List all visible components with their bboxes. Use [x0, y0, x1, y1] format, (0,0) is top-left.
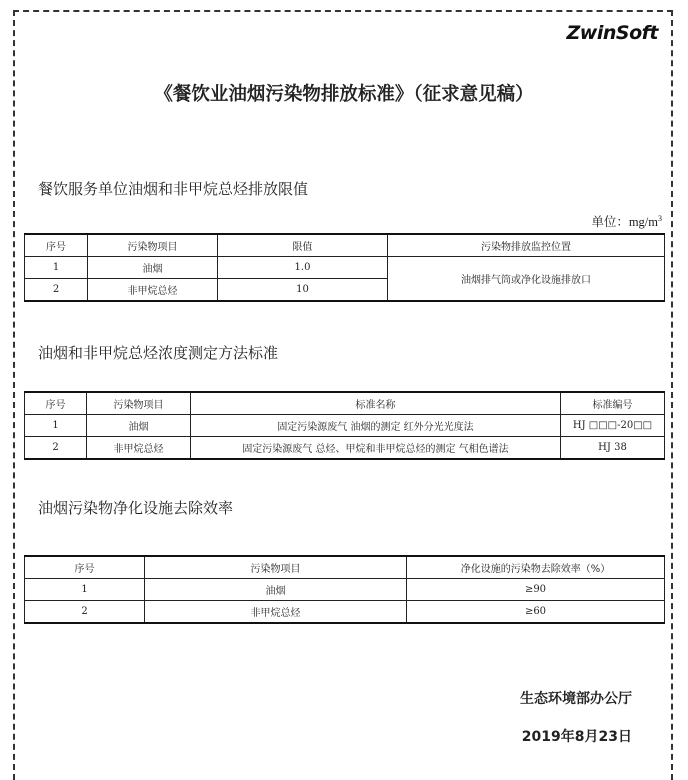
- removal-efficiency-table: [24, 555, 665, 624]
- section-heading-removal-efficiency: 油烟污染物净化设施去除效率: [38, 499, 234, 517]
- standard-code: HJ □□□-20□□: [561, 415, 665, 437]
- test-methods-table: [24, 391, 665, 460]
- header-cell: 污染物项目: [145, 556, 407, 579]
- standard-code: HJ 38: [561, 437, 665, 460]
- row-number: 2: [25, 437, 87, 460]
- standard-name: 固定污染源废气 油烟的测定 红外分光光度法: [191, 415, 561, 437]
- header-cell: 净化设施的污染物去除效率（%）: [407, 556, 665, 579]
- row-number: 2: [25, 601, 145, 624]
- table-header-row: [25, 556, 665, 579]
- pollutant-item: 油烟: [87, 415, 191, 437]
- zwinsoft-logo: ZwinSoft: [566, 22, 658, 44]
- limit-value: 1.0: [218, 257, 388, 279]
- row-number: 2: [25, 279, 88, 302]
- table-header-row: [25, 234, 665, 257]
- removal-rate: ≥90: [407, 579, 665, 601]
- table-header-row: [25, 392, 665, 415]
- pollutant-item: 非甲烷总烃: [87, 437, 191, 460]
- monitoring-location: 油烟排气筒或净化设施排放口: [388, 257, 665, 302]
- pollutant-item: 非甲烷总烃: [145, 601, 407, 624]
- header-cell: 序号: [25, 556, 145, 579]
- header-cell: 污染物排放监控位置: [388, 234, 665, 257]
- row-number: 1: [25, 579, 145, 601]
- document-title: 《餐饮业油烟污染物排放标准》（征求意见稿）: [154, 84, 534, 105]
- pollutant-item: 油烟: [88, 257, 218, 279]
- issue-date: 2019年8月23日: [521, 729, 632, 745]
- section-heading-test-methods: 油烟和非甲烷总烃浓度测定方法标准: [38, 344, 279, 362]
- header-cell: 污染物项目: [87, 392, 191, 415]
- removal-rate: ≥60: [407, 601, 665, 624]
- table-row: [25, 437, 665, 460]
- limit-value: 10: [218, 279, 388, 302]
- emission-limits-table: [24, 233, 665, 302]
- unit-label: 单位：$mg/m^3$: [591, 213, 662, 229]
- row-number: 1: [25, 257, 88, 279]
- table-row: [25, 415, 665, 437]
- row-number: 1: [25, 415, 87, 437]
- section-heading-emission-limits: 餐饮服务单位油烟和非甲烷总烃排放限值: [38, 180, 309, 198]
- header-cell: 序号: [25, 234, 88, 257]
- header-cell: 限值: [218, 234, 388, 257]
- header-cell: 污染物项目: [88, 234, 218, 257]
- standard-name: 固定污染源废气 总烃、甲烷和非甲烷总烃的测定 气相色谱法: [191, 437, 561, 460]
- table-row: [25, 601, 665, 624]
- table-row: [25, 579, 665, 601]
- header-cell: 标准编号: [561, 392, 665, 415]
- table-row: [25, 257, 665, 279]
- pollutant-item: 非甲烷总烃: [88, 279, 218, 302]
- issuing-organization: 生态环境部办公厅: [520, 691, 632, 707]
- header-cell: 序号: [25, 392, 87, 415]
- pollutant-item: 油烟: [145, 579, 407, 601]
- header-cell: 标准名称: [191, 392, 561, 415]
